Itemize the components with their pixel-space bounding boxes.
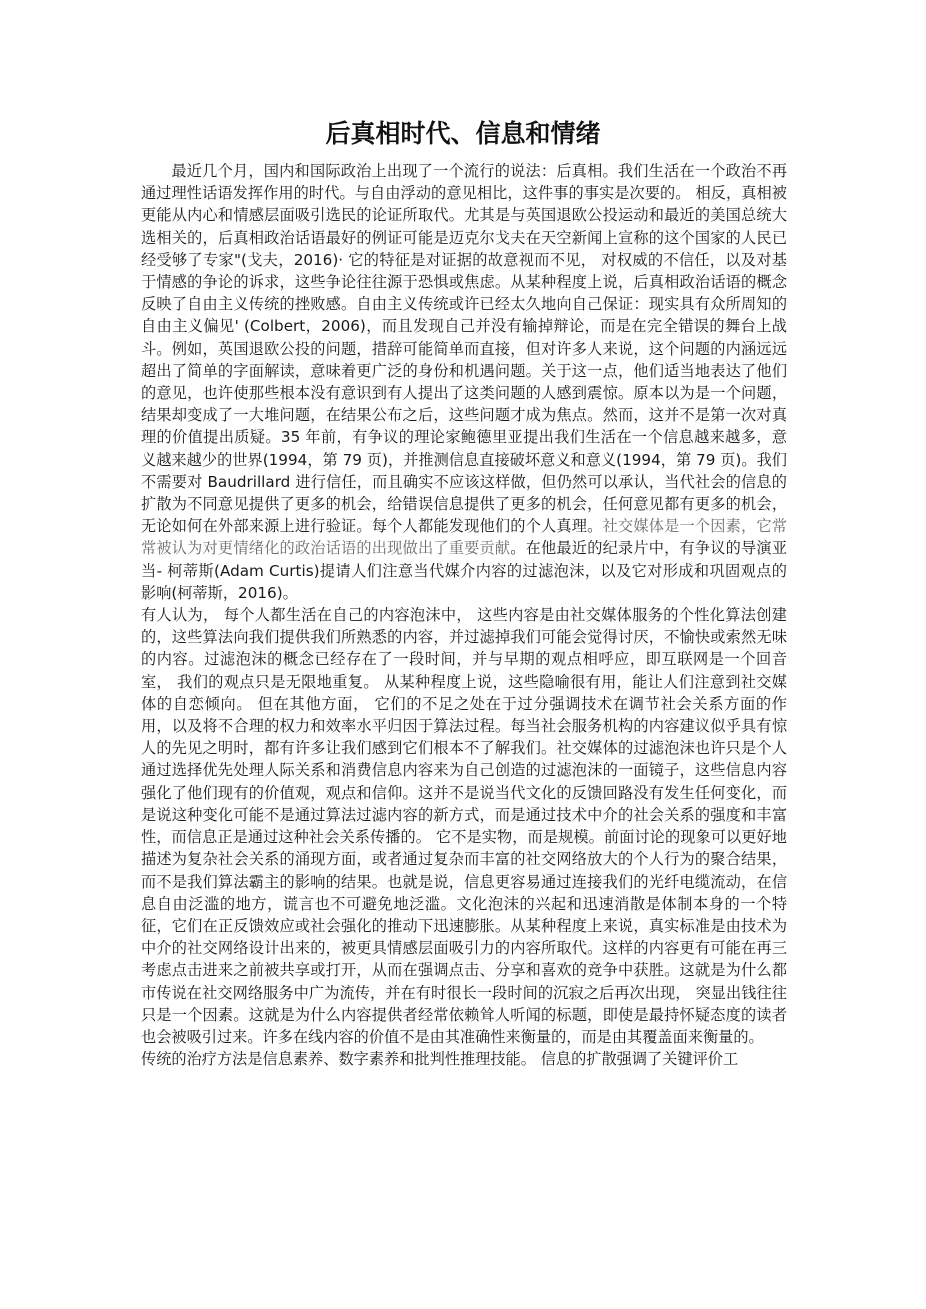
document-body <box>141 160 787 1070</box>
paragraph-3-text: 传统的治疗方法是信息素养、数字素养和批判性推理技能。 信息的扩散强调了关键评价工 <box>141 1050 739 1069</box>
paragraph-3 <box>141 1048 787 1070</box>
document-title: 后真相时代、信息和情绪 <box>325 119 601 148</box>
paragraph-1-text-a: 最近几个月，国内和国际政治上出现了一个流行的说法：后真相。我们生活在一个政治不再通过理性话语发挥作用的时代。与自由浮动的意见相比，这件事的事实是次要的。 相反，真相被更能从内心和情感层面吸引选民的论证所取代。尤其是与英国退欧公投运动和最近的美国总统大选相关的，后真相政治话语最好的例证可能是迈克尔戈夫在天空新闻上宣称的这个国家的人民已经受够了专家"(戈夫，2016)· 它的特征是对证据的故意视而不见， 对权威的不信任，以及对基于情感的争论的诉求，这些争论往往源于恐惧或焦虑。从某种程度上说，后真相政治话语的概念反映了自由主义传统的挫败感。自由主义传统或许已经太久地向自己保证：现实具有众所周知的自由主义偏见' (Colbert，2006)，而且发现自己并没有输掉辩论，而是在完全错误的舞台上战斗。例如，英国退欧公投的问题，措辞可能简单而直接，但对许多人来说，这个问题的内涵远远超出了简单的字面解读，意味着更广泛的身份和机遇问题。关于这一点，他们适当地表达了他们的意见，也许使那些根本没有意识到有人提出了这类问题的人感到震惊。原本以为是一个问题，结果却变成了一大堆问题，在结果公布之后，这些问题才成为焦点。然而，这并不是第一次对真理的价值提出质疑。35 年前，有争议的理论家鲍德里亚提出我们生活在一个信息越来越多，意义越来越少的世界(1994，第 79 页)，并推测信息直接破坏意义和意义(1994，第 79 页)。我们不需要对 Baudrillard 进行信任，而且确实不应该这样做，但仍然可以承认，当代社会的信息的扩散为不同意见提供了更多的机会，给错误信息提供了更多的机会，任何意见都有更多的机会，无论如何在外部来源上进行验证。每个人都能发现他们的个人真理。 <box>141 162 787 536</box>
paragraph-1-highlight: 社交媒体是一个因素，它常常被认为对更情绪化的政治话语的出现做出了重要贡献 <box>141 517 788 558</box>
paragraph-1 <box>141 160 787 604</box>
paragraph-2-text: 有人认为， 每个人都生活在自己的内容泡沫中， 这些内容是由社交媒体服务的个性化算法创建的，这些算法向我们提供我们所熟悉的内容，并过滤掉我们可能会觉得讨厌，不愉快或索然无味的内容。过滤泡沫的概念已经存在了一段时间，并与早期的观点相呼应，即互联网是一个回音室， 我们的观点只是无限地重复。 从某种程度上说，这些隐喻很有用，能让人们注意到社交媒体的自恋倾向。 但在其他方面， 它们的不足之处在于过分强调技术在调节社会关系方面的作用，以及将不合理的权力和效率水平归因于算法过程。每当社会服务机构的内容建议似乎具有惊人的先见之明时，都有许多让我们感到它们根本不了解我们。社交媒体的过滤泡沫也许只是个人通过选择优先处理人际关系和消费信息内容来为自己创造的过滤泡沫的一面镜子，这些信息内容强化了他们现有的价值观，观点和信仰。这并不是说当代文化的反馈回路没有发生任何变化，而是说这种变化可能不是通过算法过滤内容的新方式，而是通过技术中介的社会关系的强度和丰富性，而信息正是通过这种社会关系传播的。 它不是实物，而是规模。前面讨论的现象可以更好地描述为复杂社会关系的涌现方面，或者通过复杂而丰富的社交网络放大的个人行为的聚合结果，而不是我们算法霸主的影响的结果。也就是说，信息更容易通过连接我们的光纤电缆流动，在信息自由泛滥的地方，谎言也不可避免地泛滥。文化泡沫的兴起和迅速消散是体制本身的一个特征，它们在正反馈效应或社会强化的推动下迅速膨胀。从某种程度上来说，真实标准是由技术为中介的社交网络设计出来的，被更具情感层面吸引力的内容所取代。这样的内容更有可能在再三考虑点击进来之前被共享或打开，从而在强调点击、分享和喜欢的竞争中获胜。这就是为什么都市传说在社交网络服务中广为流传，并在有时很长一段时间的沉寂之后再次出现， 突显出钱往往只是一个因素。这就是为什么内容提供者经常依赖耸人听闻的标题，即使是最持怀疑态度的读者也会被吸引过来。许多在线内容的价值不是由其准确性来衡量的，而是由其覆盖面来衡量的。 <box>141 606 787 1046</box>
paragraph-1-text-b: 。在他最近的纪录片中，有争议的导演亚当- 柯蒂斯(Adam Curtis)提请人们注意当代媒介内容的过滤泡沫，以及它对形成和巩固观点的影响(柯蒂斯，2016)。 <box>141 539 788 602</box>
paragraph-2 <box>141 604 787 1048</box>
